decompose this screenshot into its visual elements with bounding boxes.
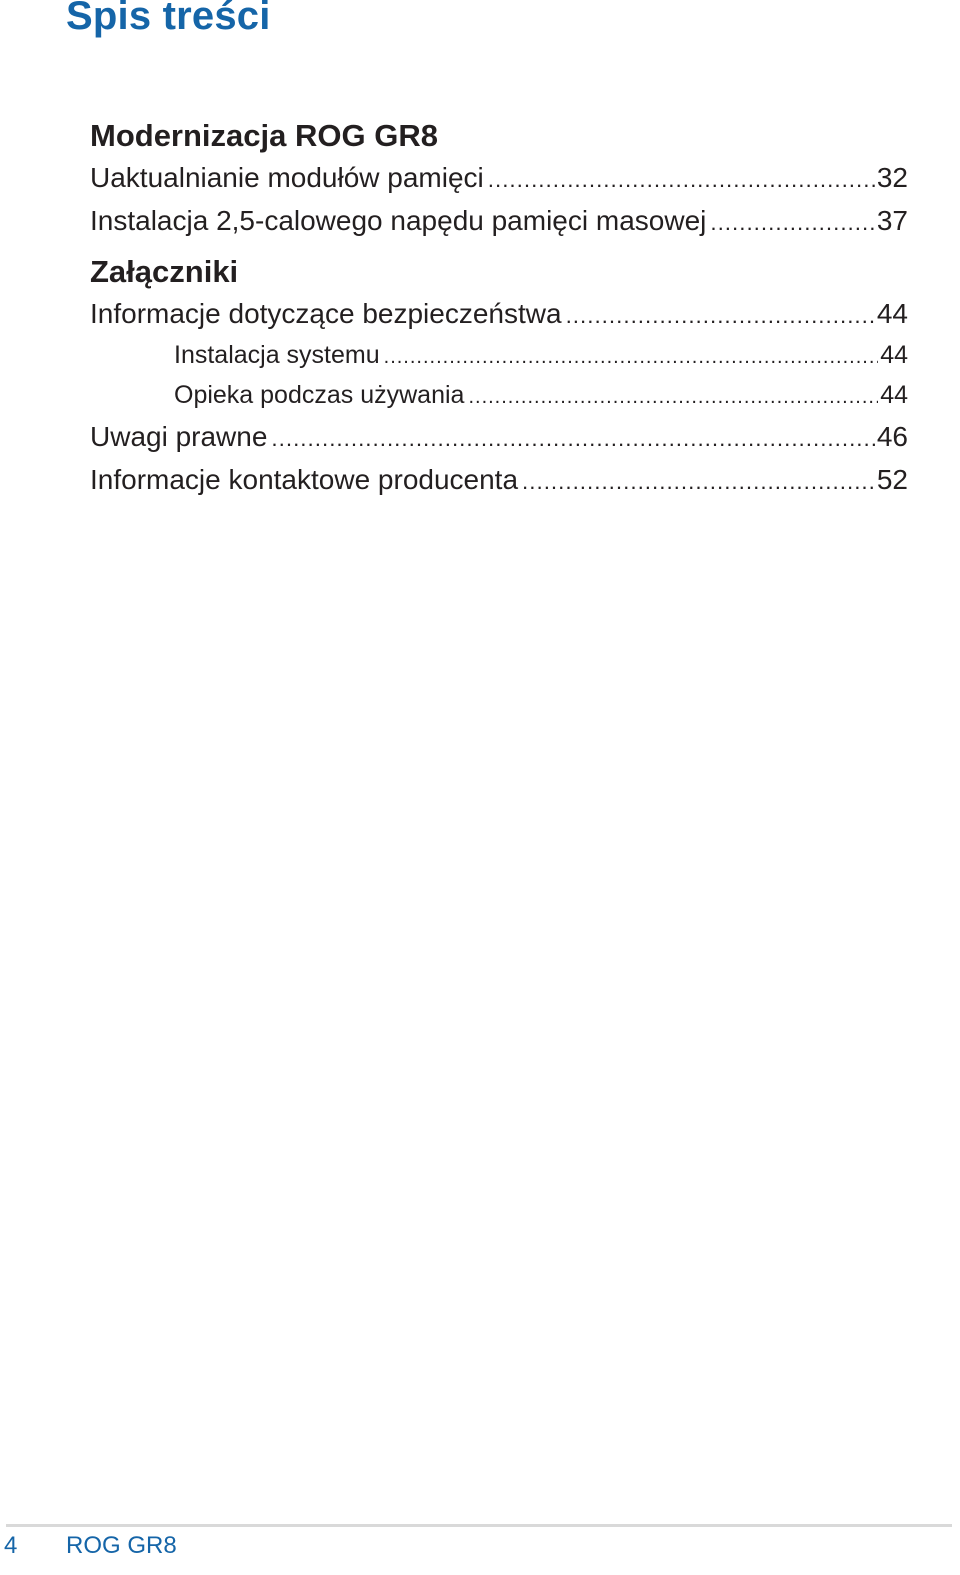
toc-entry-page: 52 [876,464,908,495]
page-title: Spis treści [66,0,271,38]
toc-entry-system-installation[interactable] [90,335,908,375]
toc-leader-dots [522,460,875,503]
toc-entry-page: 32 [876,162,908,193]
toc-entry-page: 46 [876,421,908,452]
toc-entry-label: Instalacja 2,5-calowego napędu pamięci masowej [90,205,707,236]
table-of-contents [90,116,908,501]
toc-entry-memory-modules[interactable] [90,156,908,199]
toc-entry-storage-drive[interactable] [90,199,908,242]
toc-entry-safety-info[interactable] [90,292,908,335]
toc-entry-label: Informacje kontaktowe producenta [90,464,519,495]
toc-leader-dots [488,158,875,201]
toc-entry-manufacturer-contact[interactable] [90,458,908,501]
toc-entry-page: 44 [880,381,908,409]
toc-leader-dots [468,377,878,417]
toc-entry-label: Uwagi prawne [90,421,268,452]
footer-divider [6,1524,952,1527]
toc-entry-label: Instalacja systemu [174,341,380,369]
toc-entry-page: 44 [876,298,908,329]
section-heading-appendices: Załączniki [90,254,239,289]
footer-page-number: 4 [4,1532,18,1559]
toc-entry-care-during-use[interactable] [90,375,908,415]
section-heading-upgrade: Modernizacja ROG GR8 [90,118,438,153]
toc-entry-label: Opieka podczas używania [174,381,465,409]
toc-leader-dots [566,294,875,337]
toc-entry-label: Informacje dotyczące bezpieczeństwa [90,298,562,329]
toc-entry-page: 44 [880,341,908,369]
toc-entry-page: 37 [876,205,908,236]
toc-entry-label: Uaktualnianie modułów pamięci [90,162,484,193]
toc-leader-dots [384,337,879,377]
footer-product-name: ROG GR8 [66,1532,177,1559]
toc-leader-dots [710,201,874,244]
toc-entry-legal-notices[interactable] [90,415,908,458]
toc-leader-dots [271,417,874,460]
